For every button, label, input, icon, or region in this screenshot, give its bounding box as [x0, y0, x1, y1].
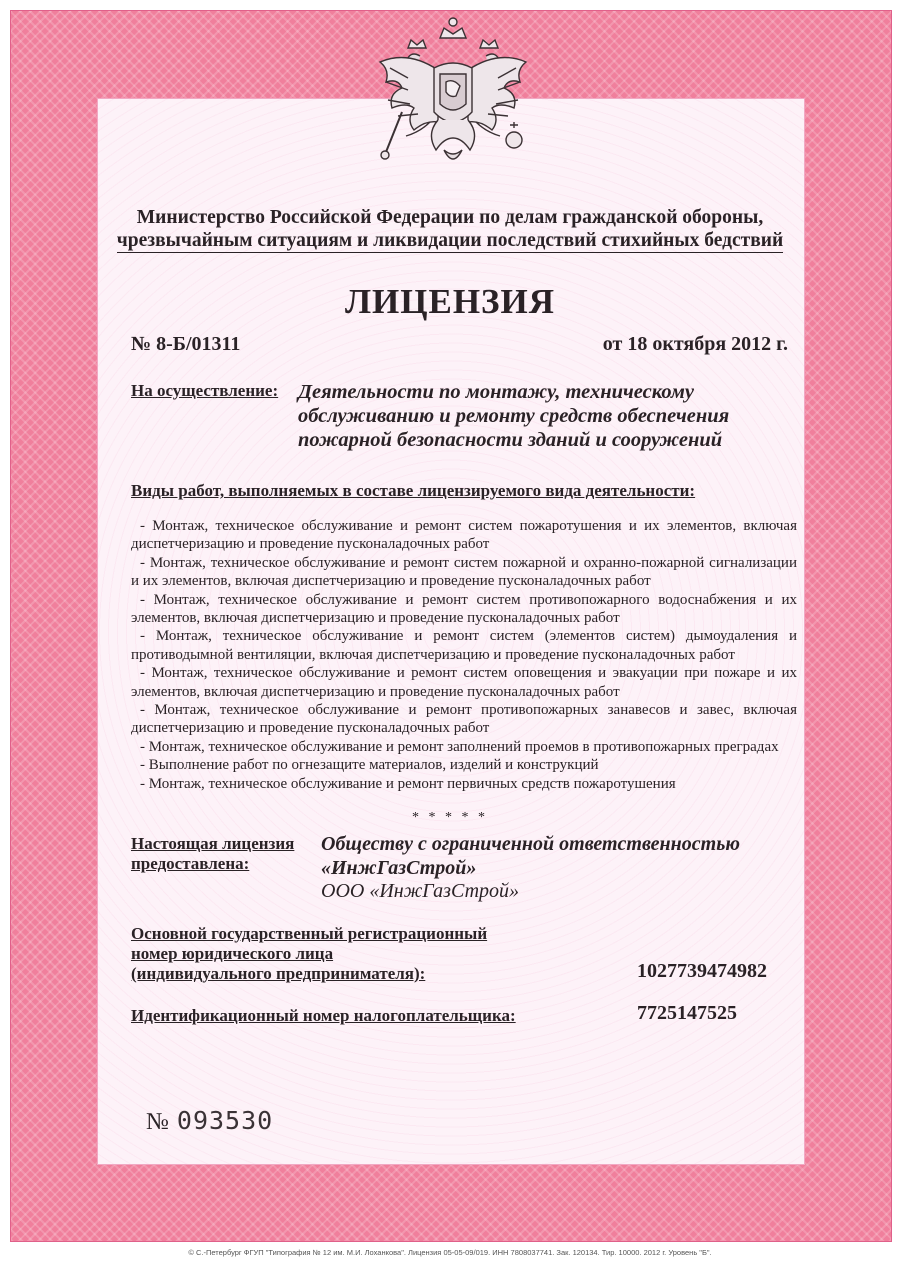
form-serial-number [146, 1106, 273, 1136]
works-list [131, 517, 797, 793]
section-separator: * * * * * [412, 810, 488, 825]
document-title: ЛИЦЕНЗИЯ [344, 282, 556, 321]
ministry-line-2: чрезвычайным ситуациям и ликвидации последствий стихийных бедствий [116, 230, 784, 251]
license-number: № 8-Б/01311 [131, 333, 241, 355]
ministry-line-1: Министерство Российской Федерации по делам гражданской обороны, [136, 207, 764, 228]
list-item: - Монтаж, техническое обслуживание и ремонт систем пожарной и охранно-пожарной сигнализации и их элементов, включая диспетчеризацию и проведение пусконаладочных работ [131, 554, 797, 590]
purpose-label: На осуществление: [131, 381, 279, 400]
ogrn-label-line-3: (индивидуального предпринимателя): [131, 964, 426, 983]
purpose-text: Деятельности по монтажу, техническому обслуживанию и ремонту средств обеспечения пожарной безопасности зданий и сооружений [298, 381, 730, 451]
list-item: - Монтаж, техническое обслуживание и ремонт систем оповещения и эвакуации при пожаре и их элементов, включая диспетчеризацию и проведение пусконаладочных работ [131, 665, 797, 700]
printer-imprint: © С.-Петербург ФГУП "Типография № 12 им. М.И. Лоханкова". Лицензия 05-05-09/019. ИНН 7808037741. Зак. 120134. Тир. 10000. 2012 г. Уровень "Б". [188, 1248, 712, 1257]
list-item: - Монтаж, техническое обслуживание и ремонт систем пожаротушения и их элементов, включая диспетчеризацию и проведение пусконаладочных работ [131, 518, 797, 553]
list-item: - Выполнение работ по огнезащите материалов, изделий и конструкций [140, 757, 599, 774]
licensee-full-name: Обществу с ограниченной ответственностью «ИнжГазСтрой» [321, 833, 740, 879]
ogrn-label-line-2: номер юридического лица [131, 944, 334, 963]
granted-label-line-2: предоставлена: [131, 854, 250, 873]
works-heading: Виды работ, выполняемых в составе лицензируемого вида деятельности: [131, 481, 696, 500]
ogrn-value: 1027739474982 [637, 960, 767, 982]
ogrn-label [131, 924, 487, 984]
license-date: от 18 октября 2012 г. [602, 333, 788, 355]
coat-of-arms-emblem [368, 8, 538, 190]
granted-label-line-1: Настоящая лицензия [131, 834, 295, 853]
serial-prefix: № [146, 1109, 169, 1135]
ministry-heading [0, 206, 900, 253]
serial-number: 093530 [176, 1106, 274, 1135]
list-item: - Монтаж, техническое обслуживание и ремонт систем (элементов систем) дымоудаления и противодымной вентиляции, включая диспетчеризацию и проведение пусконаладочных работ [131, 628, 797, 663]
list-item: - Монтаж, техническое обслуживание и ремонт систем противопожарного водоснабжения и их элементов, включая диспетчеризацию и проведение пусконаладочных работ [131, 591, 797, 627]
list-item: - Монтаж, техническое обслуживание и ремонт противопожарных занавесов и завес, включая диспетчеризацию и проведение пусконаладочных работ [131, 702, 797, 737]
ogrn-label-line-1: Основной государственный регистрационный [131, 924, 488, 943]
list-item: - Монтаж, техническое обслуживание и ремонт первичных средств пожаротушения [140, 775, 676, 792]
inn-label: Идентификационный номер налогоплательщика: [131, 1006, 516, 1025]
list-item: - Монтаж, техническое обслуживание и ремонт заполнений проемов в противопожарных преградах [140, 738, 779, 755]
granted-label [131, 834, 311, 874]
licensee-short-name: ООО «ИнжГазСтрой» [321, 880, 520, 902]
inn-value: 7725147525 [637, 1002, 737, 1024]
